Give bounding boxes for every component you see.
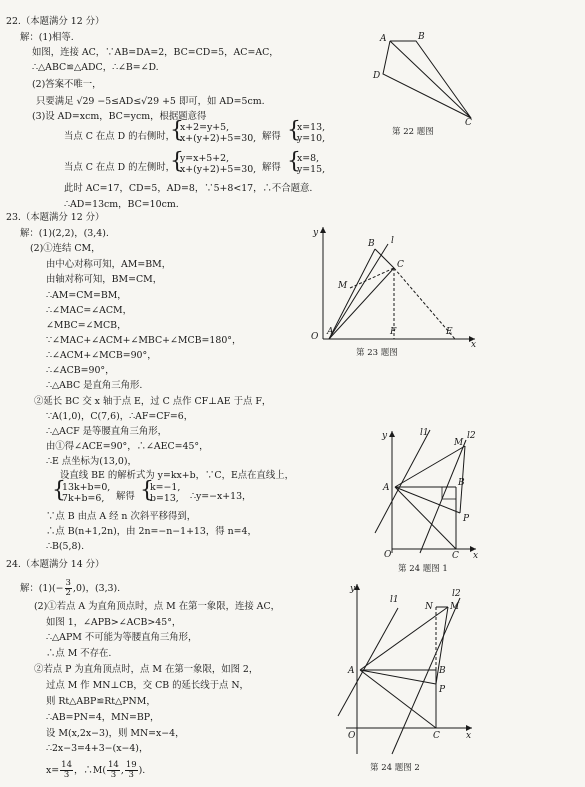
q22-solve-label: 解得	[262, 162, 281, 173]
q23-line: ∴△ACF 是等腰直角三角形，	[46, 426, 167, 437]
fig-label: N	[425, 602, 433, 612]
left-brace: {	[170, 118, 184, 143]
fig-label: B	[439, 666, 446, 676]
q22-line: (3)设 AD=xcm，BC=ycm，根据题意得	[32, 111, 207, 122]
fig-label: O	[311, 332, 319, 342]
q23-figure	[305, 222, 480, 347]
fig-label: l1	[420, 428, 429, 438]
fig-label: O	[384, 550, 392, 560]
fig-label: l2	[467, 431, 476, 441]
q22-line: ∴△ABC≌△ADC，∴∠B=∠D.	[32, 62, 159, 73]
q24-final-answer: x= $\frac{14}{3}$ ，∴M( $\frac{14}{3}$ , $\frac{19}{3}$ ).	[46, 760, 146, 780]
fig-label: M	[338, 281, 348, 291]
q22-solve-label: 解得	[262, 131, 281, 142]
q24-figure-2-caption: 第 24 题图 2	[370, 763, 420, 773]
q24-line: 过点 M 作 MN⊥CB，交 CB 的延长线于点 N，	[46, 680, 249, 691]
q23-line: ∵点 B 由点 A 经 n 次斜平移得到，	[46, 511, 197, 522]
q23-line: 设直线 BE 的解析式为 y=kx+b，∵C，E点在直线上，	[60, 470, 295, 481]
left-brace: {	[140, 478, 154, 503]
q23-line: 由①得∠ACE=90°，∴∠AEC=45°，	[46, 441, 209, 452]
q23-line: ∴∠ACM+∠MCB=90°，	[46, 350, 157, 361]
q24-part1: 解：(1)(− $\frac{3}{2}$ ,0)，(3,3).	[20, 578, 121, 598]
q22-solution-1: x=13, y=10,	[297, 122, 326, 144]
q22-case-left: 当点 C 在点 D 的左侧时，	[64, 162, 175, 173]
fig-label: l2	[452, 589, 461, 599]
q23-line: 由轴对称可知，BM=CM，	[46, 274, 163, 285]
fig-label: y	[350, 584, 356, 594]
left-brace: {	[52, 478, 66, 503]
fig-label: B	[368, 239, 375, 249]
q22-system-2: y=x+5+2, x+(y+2)+5=30,	[180, 153, 257, 175]
q23-line: ∴△ABC 是直角三角形.	[46, 380, 143, 391]
fig-label: B	[418, 32, 425, 42]
q24-line: 则 Rt△ABP≌Rt△PNM，	[46, 696, 156, 707]
fig-label: E	[446, 327, 453, 337]
q23-line: (2)①连结 CM，	[30, 243, 101, 254]
q24-line: ∴AB=PN=4，MN=BP，	[46, 712, 160, 723]
fig-label: B	[458, 478, 465, 488]
q22-solution-2: x=8, y=15,	[297, 153, 326, 175]
q22-header: 22.（本题满分 12 分）	[6, 16, 105, 27]
fig-label: C	[452, 551, 459, 560]
fig-label: D	[373, 71, 381, 81]
q22-case-right: 当点 C 在点 D 的右侧时，	[64, 131, 175, 142]
fig-label: A	[327, 327, 334, 337]
q24-line: 设 M(x,2x−3)，则 MN=x−4，	[46, 728, 185, 739]
q24-line: (2)①若点 A 为直角顶点时，点 M 在第一象限，连接 AC，	[34, 601, 280, 612]
fig-label: x	[471, 340, 477, 347]
fig-label: y	[313, 228, 319, 238]
q23-line: ∴点 B(n+1,2n)，由 2n=−n−1+13，得 n=4，	[46, 526, 257, 537]
q23-system: 13k+b=0, 7k+b=6,	[62, 482, 111, 504]
q23-line: ②延长 BC 交 x 轴于点 E，过 C 点作 CF⊥AE 于点 F，	[34, 396, 272, 407]
q22-figure	[368, 26, 478, 126]
q22-system-1: x+2=y+5, x+(y+2)+5=30,	[180, 122, 257, 144]
q24-line: ∴2x−3=4+3−(x−4)，	[46, 743, 149, 754]
q23-line: ∴∠ACB=90°，	[46, 365, 115, 376]
q24-header: 24.（本题满分 14 分）	[6, 559, 105, 570]
q23-line: ∴AM=CM=BM，	[46, 290, 127, 301]
fig-label: x	[466, 731, 472, 741]
q23-line: ∴∠MAC=∠ACM，	[46, 305, 132, 316]
q22-line: 如图，连接 AC，∵AB=DA=2，BC=CD=5，AC=AC，	[32, 47, 279, 58]
fig-label: l	[391, 236, 394, 246]
q22-line: 解：(1)相等.	[20, 32, 74, 43]
q24-figure-1	[370, 425, 480, 560]
fig-label: A	[383, 483, 390, 493]
q23-line: ∴B(5,8).	[46, 541, 85, 552]
fig-label: P	[439, 685, 446, 695]
fig-label: M	[454, 438, 464, 448]
fig-label: O	[348, 731, 356, 741]
fig-label: A	[348, 666, 355, 676]
left-brace: {	[287, 118, 301, 143]
q22-line: (2)答案不唯一，	[32, 79, 102, 90]
fig-label: x	[473, 551, 479, 560]
fig-label: P	[463, 514, 470, 524]
q24-line: ∴点 M 不存在.	[46, 648, 112, 659]
left-brace: {	[170, 149, 184, 174]
q23-line: ∵A(1,0)，C(7,6)，∴AF=CF=6，	[46, 411, 194, 422]
q23-line: ∴y=−x+13，	[190, 491, 252, 502]
q23-line: ∠MBC=∠MCB，	[46, 320, 127, 331]
q23-figure-caption: 第 23 题图	[356, 348, 398, 358]
fig-label: M	[450, 602, 460, 612]
fig-label: A	[380, 34, 387, 44]
fig-label: C	[433, 731, 440, 741]
fig-label: F	[390, 327, 397, 337]
q24-line: ∴△APM 不可能为等腰直角三角形，	[46, 632, 198, 643]
q23-line: 由中心对称可知，AM=BM，	[46, 259, 172, 270]
fig-label: C	[397, 260, 404, 270]
q22-line: 此时 AC=17，CD=5，AD=8，∵5+8<17，∴不合题意.	[64, 183, 313, 194]
fig-label: C	[465, 118, 472, 126]
q23-line: ∵∠MAC+∠ACM+∠MBC+∠MCB=180°，	[46, 335, 242, 346]
q23-solution: k=−1, b=13,	[150, 482, 181, 504]
fig-label: y	[382, 431, 388, 441]
q24-figure-1-caption: 第 24 题图 1	[398, 564, 448, 574]
q24-line: ②若点 P 为直角顶点时，点 M 在第一象限，如图 2，	[34, 664, 259, 675]
q22-line: 只要满足 √29 −5≤AD≤√29 +5 即可，如 AD=5cm.	[36, 96, 265, 107]
q22-figure-caption: 第 22 题图	[392, 127, 434, 137]
q24-figure-2	[330, 578, 480, 758]
q23-line: 解：(1)(2,2)，(3,4).	[20, 228, 109, 239]
q22-line: ∴AD=13cm，BC=10cm.	[64, 199, 179, 210]
fig-label: l1	[390, 595, 399, 605]
q23-line: ∴E 点坐标为(13,0)，	[46, 456, 137, 467]
left-brace: {	[287, 149, 301, 174]
q24-line: 如图 1，∠APB>∠ACB>45°，	[46, 617, 182, 628]
q23-header: 23.（本题满分 12 分）	[6, 212, 105, 223]
q23-solve-label: 解得	[116, 491, 135, 502]
